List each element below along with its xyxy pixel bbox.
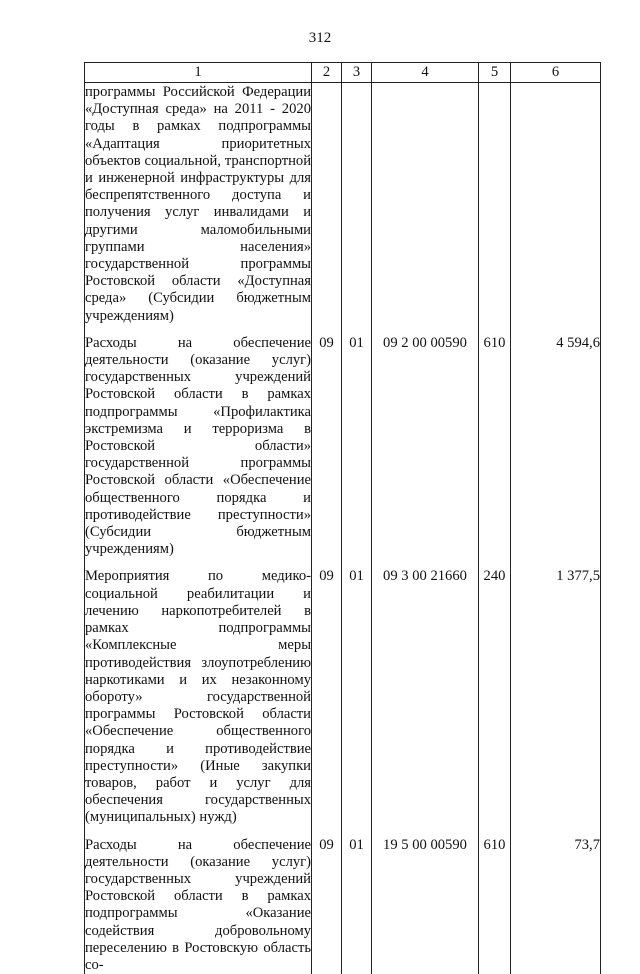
row-description: программы Российской Федерации «Доступная среда» на 2011 - 2020 годы в рамках подпрограммы «Адаптация приоритетных объектов социальной, транспортной и инженерной инфраструктуры для беспрепятственного доступа и получения услуг инвалидами и другими маломобильными группами населения» государственной программы Ростовской области «Доступная среда» (Субсидии бюджетным учреждениям) — [85, 84, 311, 324]
row-section: 09 — [312, 335, 342, 559]
header-col-1: 1 — [85, 63, 312, 83]
row-amount: 73,7 — [511, 837, 601, 974]
row-expense-type: 610 — [479, 837, 511, 974]
row-expense-type: 240 — [479, 568, 511, 826]
row-amount: 1 377,5 — [511, 568, 601, 826]
row-subsection — [342, 83, 372, 325]
row-description: Мероприятия по медико-социальной реабилитации и лечению наркопотребителей в рамках подпрограммы «Комплексные меры противодействия злоупотреблению наркотиками и их незаконному обороту» государственной программы Ростовской области «Обеспечение общественного порядка и противодействие преступности» (Иные закупки товаров, работ и услуг для обеспечения государственных (муниципальных) нужд) — [85, 568, 311, 826]
header-col-2: 2 — [312, 63, 342, 83]
row-target-code — [372, 83, 479, 325]
row-spacer — [85, 558, 601, 568]
row-description: Расходы на обеспечение деятельности (оказание услуг) государственных учреждений Ростовской области в рамках подпрограммы «Профилактика экстремизма и терроризма в Ростовской области» государственной программы Ростовской области «Обеспечение общественного порядка и противодействие преступности» (Субсидии бюджетным учреждениям) — [85, 334, 311, 558]
row-expense-type — [479, 83, 511, 325]
row-section: 09 — [312, 568, 342, 826]
table-header-row — [85, 63, 601, 83]
header-col-6: 6 — [511, 63, 601, 83]
row-amount: 4 594,6 — [511, 335, 601, 559]
row-expense-type: 610 — [479, 335, 511, 559]
row-amount — [511, 83, 601, 325]
header-col-4: 4 — [372, 63, 479, 83]
row-target-code: 09 2 00 00590 — [372, 335, 479, 559]
row-target-code: 09 3 00 21660 — [372, 568, 479, 826]
table-row — [85, 837, 601, 974]
row-section — [312, 83, 342, 325]
header-col-5: 5 — [479, 63, 511, 83]
table-row — [85, 568, 601, 826]
row-subsection: 01 — [342, 568, 372, 826]
budget-table — [84, 62, 601, 974]
row-subsection: 01 — [342, 335, 372, 559]
row-spacer — [85, 827, 601, 837]
header-col-3: 3 — [342, 63, 372, 83]
page-number: 312 — [308, 30, 332, 46]
row-target-code: 19 5 00 00590 — [372, 837, 479, 974]
row-section: 09 — [312, 837, 342, 974]
row-spacer — [85, 325, 601, 335]
table-row — [85, 83, 601, 325]
table-row — [85, 335, 601, 559]
row-subsection: 01 — [342, 837, 372, 974]
row-description: Расходы на обеспечение деятельности (оказание услуг) государственных учреждений Ростовской области в рамках подпрограммы «Оказание содействия добровольному переселению в Ростовскую область со- — [85, 836, 311, 973]
